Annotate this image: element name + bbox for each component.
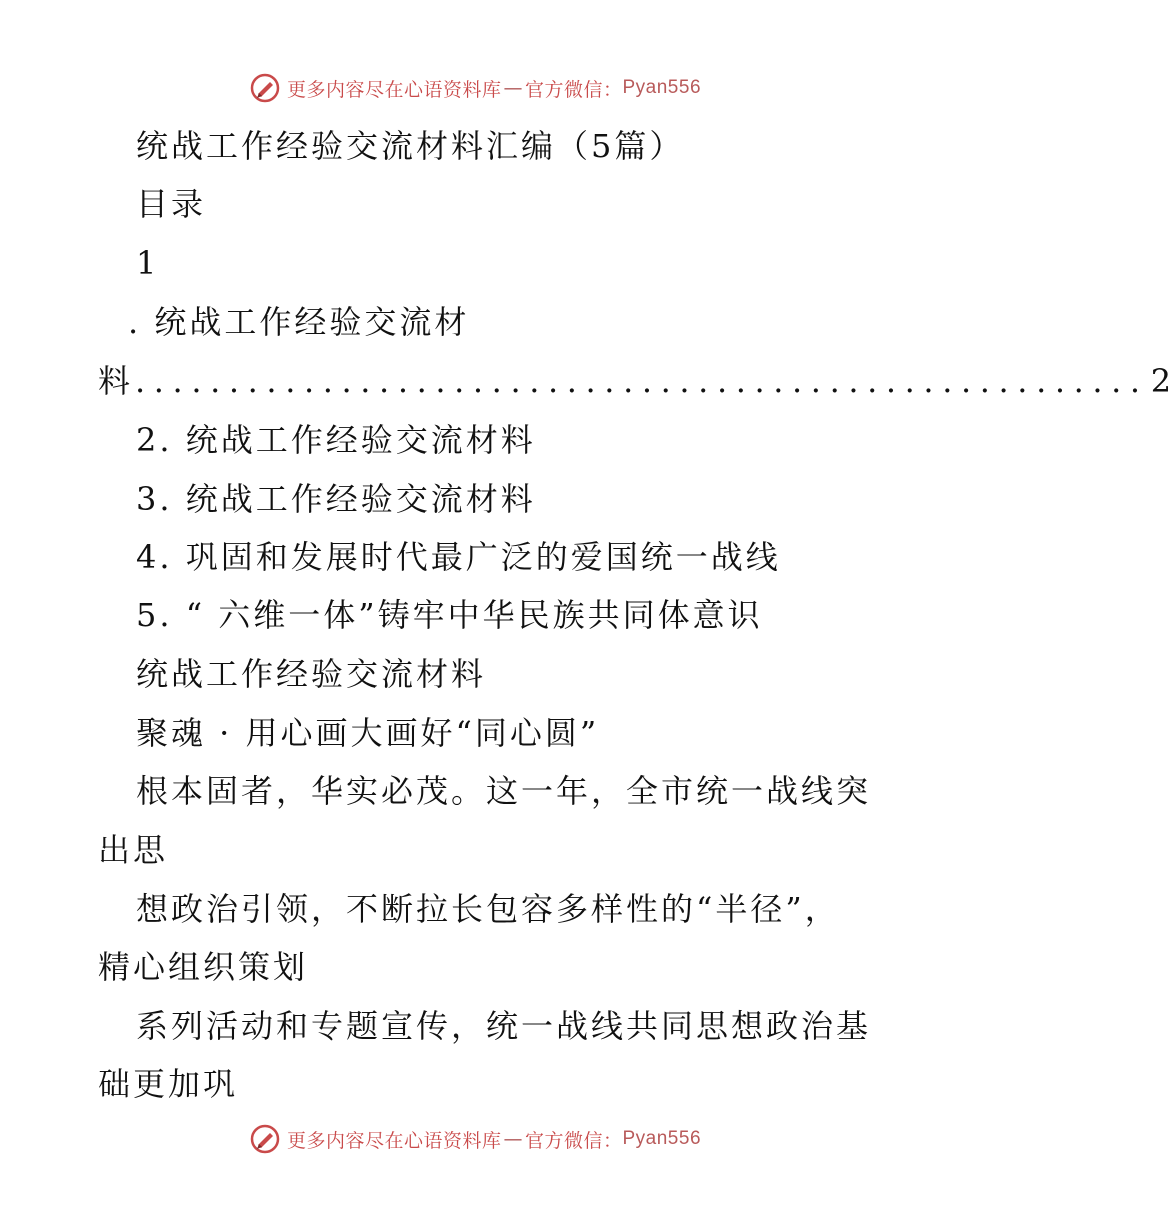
toc-item1-page: 2	[1150, 362, 1174, 400]
paragraph-3-line-2: 础更加巩	[98, 1065, 239, 1103]
watermark-text: 更多内容尽在心语资料库	[286, 78, 502, 101]
footer-watermark	[0, 1119, 950, 1159]
toc-leader-dots: ......................................................	[135, 362, 1149, 400]
toc-item1-number: 1	[136, 244, 160, 282]
document-title: 统战工作经验交流材料汇编（5篇）	[136, 127, 685, 165]
section-subtitle: 聚魂 · 用心画大画好“同心圆”	[136, 714, 600, 752]
watermark-separator: —	[503, 77, 523, 99]
toc-item5: 5. “ 六维一体”铸牢中华民族共同体意识	[136, 596, 763, 634]
toc-item1-title: . 统战工作经验交流材	[128, 303, 470, 341]
watermark-id: Pyan556	[622, 1128, 702, 1149]
watermark-text: 更多内容尽在心语资料库	[286, 1129, 502, 1152]
paragraph-2-line-1: 想政治引领，不断拉长包容多样性的“半径”，	[136, 890, 840, 928]
toc-item1-leader-row	[98, 361, 1174, 401]
toc-item1-title-cont: 料	[98, 362, 134, 400]
toc-item4: 4. 巩固和发展时代最广泛的爱国统一战线	[136, 538, 781, 576]
pen-seal-logo-icon	[249, 72, 281, 104]
toc-item3: 3. 统战工作经验交流材料	[136, 480, 536, 518]
toc-item2: 2. 统战工作经验交流材料	[136, 421, 536, 459]
watermark-separator: —	[503, 1128, 523, 1150]
paragraph-1-line-2: 出思	[98, 831, 169, 869]
toc-heading: 目录	[136, 185, 207, 223]
pen-seal-logo-icon	[249, 1123, 281, 1155]
watermark-label: 官方微信：	[524, 78, 623, 101]
watermark-label: 官方微信：	[524, 1129, 623, 1152]
section-title: 统战工作经验交流材料	[136, 655, 487, 693]
watermark-id: Pyan556	[622, 77, 702, 98]
header-watermark	[0, 68, 950, 108]
paragraph-1-line-1: 根本固者，华实必茂。这一年，全市统一战线突	[136, 772, 872, 810]
paragraph-2-line-2: 精心组织策划	[98, 948, 309, 986]
paragraph-3-line-1: 系列活动和专题宣传，统一战线共同思想政治基	[136, 1007, 872, 1045]
